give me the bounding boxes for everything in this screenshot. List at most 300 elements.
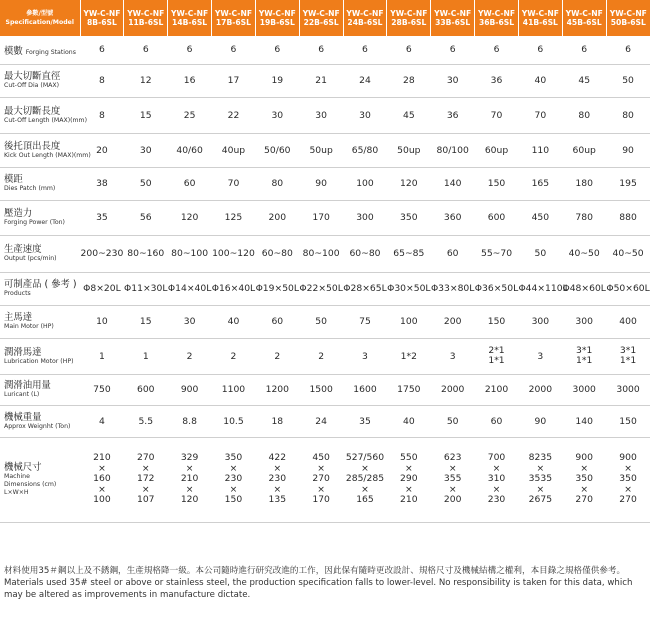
spec-cell: 60up xyxy=(562,133,606,167)
spec-cell: 36 xyxy=(431,97,475,133)
header-model-line: YW-C-NF xyxy=(127,8,165,18)
spec-cell: 180 xyxy=(562,167,606,200)
spec-cell: Φ30×50L xyxy=(387,272,431,305)
spec-cell: 3 xyxy=(518,338,562,374)
spec-label-en: Dies Patch (mm) xyxy=(4,185,56,192)
spec-cell: 45 xyxy=(387,97,431,133)
spec-cell-line: 2675 xyxy=(528,494,553,506)
spec-row-label xyxy=(0,200,80,235)
spec-cell: 10.5 xyxy=(212,405,256,437)
spec-cell xyxy=(168,437,212,522)
spec-cell-line: × xyxy=(624,462,632,474)
spec-cell: 120 xyxy=(387,167,431,200)
spec-cell: 60 xyxy=(475,405,519,437)
header-model-line: YW-C-NF xyxy=(258,8,296,18)
spec-cell-line: 310 xyxy=(487,473,506,485)
spec-cell: 100 xyxy=(387,305,431,338)
spec-label-zh: 後托頂出長度 xyxy=(4,140,61,152)
spec-cell: 2100 xyxy=(475,374,519,405)
header-model-line: YW-C-NF xyxy=(346,8,384,18)
spec-cell: 1500 xyxy=(299,374,343,405)
spec-cell: 16 xyxy=(168,64,212,97)
spec-cell: 30 xyxy=(431,64,475,97)
spec-cell: 300 xyxy=(562,305,606,338)
spec-cell: 5.5 xyxy=(124,405,168,437)
spec-cell: 6 xyxy=(343,36,387,64)
spec-cell-line: 527/560 xyxy=(345,452,385,464)
spec-cell-line: 107 xyxy=(136,494,155,506)
spec-cell: 360 xyxy=(431,200,475,235)
spec-cell-line: × xyxy=(580,462,589,474)
spec-cell: 40 xyxy=(212,305,256,338)
spec-cell: 19 xyxy=(255,64,299,97)
spec-cell-line: 150 xyxy=(224,494,243,506)
spec-cell-line: 210 xyxy=(93,452,111,464)
header-model-line: 24B-6SL xyxy=(347,18,383,27)
header-model-line: YW-C-NF xyxy=(565,8,603,18)
spec-label-en: Lubrication Motor (HP) xyxy=(4,357,74,365)
spec-cell: 8 xyxy=(80,64,124,97)
spec-cell: 1 xyxy=(80,338,124,374)
spec-cell: 12 xyxy=(124,64,168,97)
header-model-line: YW-C-NF xyxy=(83,8,121,18)
spec-cell: 80~100 xyxy=(168,235,212,272)
spec-cell: 60~80 xyxy=(255,235,299,272)
header-label-en: Specification/Model xyxy=(5,19,74,26)
spec-cell-line: 900 xyxy=(575,452,593,464)
spec-row xyxy=(0,36,650,64)
spec-cell: 8 xyxy=(80,97,124,133)
spec-cell xyxy=(475,338,519,374)
spec-cell: 60~80 xyxy=(343,235,387,272)
header-model-13 xyxy=(606,0,650,36)
spec-cell-line: × xyxy=(492,462,501,474)
spec-cell: 24 xyxy=(299,405,343,437)
spec-cell: 40~50 xyxy=(606,235,650,272)
spec-cell xyxy=(212,437,256,522)
spec-cell-line: × xyxy=(580,483,589,495)
spec-cell xyxy=(343,437,387,522)
spec-row xyxy=(0,97,650,133)
header-model-7 xyxy=(343,0,387,36)
spec-cell: 38 xyxy=(80,167,124,200)
spec-cell-line: 270 xyxy=(619,494,637,506)
spec-cell xyxy=(518,437,562,522)
spec-cell: 150 xyxy=(606,405,650,437)
spec-row xyxy=(0,405,650,437)
spec-cell: 60up xyxy=(475,133,519,167)
spec-cell: 80/100 xyxy=(431,133,475,167)
spec-cell-line: 3*1 xyxy=(619,344,637,356)
spec-label-en: Approx Weignht (Ton) xyxy=(4,422,71,430)
spec-cell: 90 xyxy=(518,405,562,437)
spec-cell: 780 xyxy=(562,200,606,235)
header-row xyxy=(0,0,650,36)
spec-cell-line: × xyxy=(229,483,238,495)
spec-cell: 2000 xyxy=(518,374,562,405)
spec-body xyxy=(0,36,650,522)
spec-cell: 600 xyxy=(124,374,168,405)
spec-cell: 2 xyxy=(255,338,299,374)
spec-cell-line: 200 xyxy=(443,494,462,506)
spec-label-en: Output (pcs/min) xyxy=(4,255,57,262)
spec-cell xyxy=(299,437,343,522)
spec-cell: 70 xyxy=(212,167,256,200)
spec-cell-line: × xyxy=(404,462,413,474)
spec-cell: 30 xyxy=(255,97,299,133)
spec-cell-line: × xyxy=(361,483,369,495)
header-model-line: 17B-6SL xyxy=(215,18,251,27)
spec-cell: 65/80 xyxy=(343,133,387,167)
spec-cell-line: 210 xyxy=(180,473,199,485)
spec-label-en: L×W×H xyxy=(4,489,29,496)
spec-cell: 10 xyxy=(80,305,124,338)
header-model-line: YW-C-NF xyxy=(521,8,559,18)
spec-label-en: Forging Stations xyxy=(25,48,76,56)
spec-cell-line: 1*1 xyxy=(576,355,593,366)
spec-cell: 70 xyxy=(475,97,519,133)
spec-cell: 50 xyxy=(606,64,650,97)
spec-cell: Φ28×65L xyxy=(343,272,387,305)
header-model-line: YW-C-NF xyxy=(390,8,428,18)
spec-cell-line: × xyxy=(229,462,238,474)
spec-cell-line: 329 xyxy=(180,452,199,464)
spec-cell: Φ44×110L xyxy=(518,272,562,305)
spec-cell: 80 xyxy=(562,97,606,133)
spec-cell xyxy=(431,437,475,522)
spec-cell: 1600 xyxy=(343,374,387,405)
header-model-line: 33B-6SL xyxy=(435,18,471,27)
spec-cell: 35 xyxy=(343,405,387,437)
spec-cell-line: 550 xyxy=(400,452,418,464)
spec-cell xyxy=(124,437,168,522)
spec-cell: 300 xyxy=(518,305,562,338)
spec-cell: 3000 xyxy=(562,374,606,405)
spec-cell: 1*2 xyxy=(387,338,431,374)
spec-cell-line: × xyxy=(273,462,282,474)
spec-cell: 900 xyxy=(168,374,212,405)
spec-cell: 60 xyxy=(168,167,212,200)
spec-cell: 40~50 xyxy=(562,235,606,272)
spec-cell-line: 270 xyxy=(575,494,593,506)
header-model-line: 36B-6SL xyxy=(478,18,515,27)
header-model-8 xyxy=(387,0,431,36)
spec-cell: 6 xyxy=(606,36,650,64)
spec-cell: 6 xyxy=(212,36,256,64)
spec-cell-line: × xyxy=(141,483,150,495)
header-model-line: 50B-6SL xyxy=(610,18,646,27)
spec-cell-line: × xyxy=(185,462,194,474)
header-model-2 xyxy=(124,0,168,36)
spec-cell: 2 xyxy=(212,338,256,374)
spec-row-label xyxy=(0,235,80,272)
spec-cell-line: 350 xyxy=(224,452,243,464)
header-model-4 xyxy=(212,0,256,36)
spec-cell-line: × xyxy=(141,462,150,474)
spec-cell: 6 xyxy=(387,36,431,64)
spec-cell: 140 xyxy=(562,405,606,437)
spec-label-zh: 機械尺寸 xyxy=(4,462,42,473)
spec-cell: 40/60 xyxy=(168,133,212,167)
spec-label-zh: 可制產品 ( 參考 ) xyxy=(4,279,77,290)
spec-cell: 3 xyxy=(431,338,475,374)
spec-cell: 195 xyxy=(606,167,650,200)
spec-label-en: Main Motor (HP) xyxy=(4,323,54,330)
header-model-6 xyxy=(299,0,343,36)
spec-cell: Φ16×40L xyxy=(212,272,256,305)
spec-cell: 6 xyxy=(168,36,212,64)
spec-cell: 40 xyxy=(518,64,562,97)
spec-cell: 6 xyxy=(124,36,168,64)
spec-label-en: Machine xyxy=(4,473,30,480)
spec-cell: 450 xyxy=(518,200,562,235)
spec-label-zh: 生產速度 xyxy=(4,244,42,255)
spec-cell-line: 100 xyxy=(93,494,111,506)
spec-cell: 50 xyxy=(124,167,168,200)
spec-row-label xyxy=(0,272,80,305)
spec-cell: 50up xyxy=(299,133,343,167)
spec-row xyxy=(0,338,650,374)
spec-cell: 20 xyxy=(80,133,124,167)
spec-cell: 880 xyxy=(606,200,650,235)
header-model-line: 41B-6SL xyxy=(522,18,558,27)
spec-cell: 50/60 xyxy=(255,133,299,167)
spec-cell: 60 xyxy=(431,235,475,272)
spec-row xyxy=(0,167,650,200)
header-model-line: 22B-6SL xyxy=(303,18,339,27)
spec-cell: 6 xyxy=(255,36,299,64)
spec-row-label xyxy=(0,64,80,97)
spec-cell-line: 120 xyxy=(180,494,199,506)
header-model-line: YW-C-NF xyxy=(171,8,209,18)
spec-cell xyxy=(562,338,606,374)
spec-cell-line: 350 xyxy=(619,473,637,485)
spec-cell-line: × xyxy=(448,462,457,474)
spec-cell: 45 xyxy=(562,64,606,97)
spec-cell: Φ14×40L xyxy=(168,272,212,305)
spec-cell: 4 xyxy=(80,405,124,437)
spec-cell: 2 xyxy=(168,338,212,374)
header-model-line: 19B-6SL xyxy=(259,18,295,27)
spec-row-label xyxy=(0,167,80,200)
spec-cell: 25 xyxy=(168,97,212,133)
spec-cell: 6 xyxy=(431,36,475,64)
spec-cell: 120 xyxy=(168,200,212,235)
spec-cell: 2 xyxy=(299,338,343,374)
spec-cell: 36 xyxy=(475,64,519,97)
spec-cell xyxy=(255,437,299,522)
spec-cell: Φ19×50L xyxy=(255,272,299,305)
spec-cell-line: × xyxy=(536,462,545,474)
spec-cell: 1100 xyxy=(212,374,256,405)
spec-cell: 30 xyxy=(124,133,168,167)
spec-cell-line: 230 xyxy=(268,473,287,485)
spec-label-zh: 壓造力 xyxy=(4,208,33,219)
spec-label-en: Products xyxy=(4,290,31,297)
header-model-3 xyxy=(168,0,212,36)
spec-label-zh: 最大切斷直徑 xyxy=(4,71,61,82)
header-model-line: 11B-6SL xyxy=(128,18,164,27)
spec-cell: Φ48×60L xyxy=(562,272,606,305)
spec-cell: 75 xyxy=(343,305,387,338)
spec-cell-line: 450 xyxy=(312,452,330,464)
spec-cell xyxy=(606,437,650,522)
header-model-12 xyxy=(562,0,606,36)
spec-row-label xyxy=(0,437,80,522)
spec-cell: 200 xyxy=(431,305,475,338)
spec-cell-line: 8235 xyxy=(528,452,553,464)
spec-cell: 18 xyxy=(255,405,299,437)
spec-cell-line: × xyxy=(492,483,501,495)
spec-label-en: Forging Power (Ton) xyxy=(4,219,65,226)
spec-cell: 28 xyxy=(387,64,431,97)
spec-row-label xyxy=(0,374,80,405)
spec-cell-line: 230 xyxy=(224,473,243,485)
spec-cell xyxy=(80,437,124,522)
spec-label-zh: 模數 xyxy=(4,45,23,57)
spec-cell: 50up xyxy=(387,133,431,167)
spec-cell: 21 xyxy=(299,64,343,97)
spec-row xyxy=(0,305,650,338)
spec-label-zh: 機械重量 xyxy=(4,411,42,423)
spec-cell-line: 285/285 xyxy=(345,473,385,485)
spec-cell-line: 270 xyxy=(312,473,330,485)
spec-cell-line: 623 xyxy=(443,452,462,464)
spec-cell: 30 xyxy=(168,305,212,338)
spec-cell-line: 270 xyxy=(136,452,155,464)
spec-cell-line: × xyxy=(404,483,413,495)
spec-cell: 30 xyxy=(299,97,343,133)
spec-label-en: Kick Out Length (MAX)(mm) xyxy=(4,151,91,159)
header-model-line: 14B-6SL xyxy=(172,18,208,27)
header-model-1 xyxy=(80,0,124,36)
spec-row-label xyxy=(0,338,80,374)
spec-cell: 110 xyxy=(518,133,562,167)
spec-row xyxy=(0,374,650,405)
spec-label-en: Cut-Off Dia (MAX) xyxy=(4,82,60,89)
spec-cell-line: × xyxy=(317,462,325,474)
spec-cell: 6 xyxy=(475,36,519,64)
spec-cell: 65~85 xyxy=(387,235,431,272)
spec-cell-line: 170 xyxy=(312,494,330,506)
spec-cell-line: × xyxy=(624,483,632,495)
spec-cell: 22 xyxy=(212,97,256,133)
spec-cell-line: 230 xyxy=(487,494,506,506)
spec-cell: 140 xyxy=(431,167,475,200)
spec-cell-line: 900 xyxy=(619,452,637,464)
spec-cell: Φ36×50L xyxy=(475,272,519,305)
spec-cell-line: × xyxy=(448,483,457,495)
header-model-11 xyxy=(518,0,562,36)
spec-cell-line: × xyxy=(273,483,282,495)
spec-cell: Φ22×50L xyxy=(299,272,343,305)
spec-cell: 1750 xyxy=(387,374,431,405)
spec-cell-line: 165 xyxy=(356,494,374,506)
header-label-zh: 參數/型號 xyxy=(26,10,54,17)
spec-row-label xyxy=(0,133,91,167)
spec-cell-line: 1*1 xyxy=(619,355,637,366)
spec-cell-line: 2*1 xyxy=(488,344,505,356)
header-model-line: 28B-6SL xyxy=(391,18,427,27)
spec-cell: 300 xyxy=(343,200,387,235)
spec-row xyxy=(0,272,650,305)
spec-cell: 55~70 xyxy=(475,235,519,272)
spec-cell: 60 xyxy=(255,305,299,338)
spec-cell-line: 135 xyxy=(268,494,287,506)
spec-cell: 90 xyxy=(299,167,343,200)
spec-cell: 150 xyxy=(475,305,519,338)
spec-cell-line: 290 xyxy=(400,473,418,485)
spec-cell-line: × xyxy=(361,462,369,474)
spec-cell: 165 xyxy=(518,167,562,200)
spec-label-zh: 最大切斷長度 xyxy=(4,105,61,117)
spec-cell-line: × xyxy=(317,483,325,495)
spec-cell: 40 xyxy=(387,405,431,437)
spec-cell: 70 xyxy=(518,97,562,133)
spec-cell: 125 xyxy=(212,200,256,235)
spec-cell: 50 xyxy=(431,405,475,437)
spec-cell: 6 xyxy=(80,36,124,64)
spec-cell-line: 210 xyxy=(400,494,418,506)
spec-cell-line: 422 xyxy=(268,452,287,464)
spec-cell-line: × xyxy=(185,483,194,495)
spec-label-en: Dimensions (cm) xyxy=(4,481,57,488)
spec-cell: 30 xyxy=(343,97,387,133)
spec-cell xyxy=(562,437,606,522)
spec-cell: 50 xyxy=(518,235,562,272)
spec-cell: 80~100 xyxy=(299,235,343,272)
spec-cell-line: × xyxy=(536,483,545,495)
spec-cell: 1200 xyxy=(255,374,299,405)
spec-row-label xyxy=(0,305,80,338)
spec-row xyxy=(0,64,650,97)
spec-cell: 17 xyxy=(212,64,256,97)
spec-cell: 2000 xyxy=(431,374,475,405)
spec-cell: 400 xyxy=(606,305,650,338)
spec-cell-line: 700 xyxy=(487,452,506,464)
header-model-line: YW-C-NF xyxy=(609,8,647,18)
spec-row-label xyxy=(0,405,80,437)
spec-cell-line: 160 xyxy=(93,473,111,485)
spec-cell xyxy=(475,437,519,522)
spec-cell: 40up xyxy=(212,133,256,167)
spec-label-en: Luricant (L) xyxy=(4,391,40,398)
spec-cell: 80 xyxy=(606,97,650,133)
spec-row xyxy=(0,235,650,272)
spec-cell: 56 xyxy=(124,200,168,235)
spec-cell: 15 xyxy=(124,97,168,133)
footer-note-zh: 材料使用35＃鋼以上及不銹鋼，生產規格降一級。本公司隨時進行研究改進的工作，因此保有隨時更改設計、規格尺寸及機械結構之權利，本目錄之規格僅供參考。 xyxy=(4,566,626,576)
spec-cell: Φ11×30L xyxy=(124,272,168,305)
spec-cell-line: 172 xyxy=(136,473,155,485)
spec-cell: 6 xyxy=(299,36,343,64)
spec-label-zh: 潤滑馬達 xyxy=(4,346,42,358)
spec-cell-line: × xyxy=(98,483,106,495)
spec-cell: 3 xyxy=(343,338,387,374)
spec-cell-line: 350 xyxy=(575,473,593,485)
header-model-line: YW-C-NF xyxy=(477,8,516,18)
spec-cell: 200 xyxy=(255,200,299,235)
header-model-line: YW-C-NF xyxy=(214,8,253,18)
spec-cell: 100 xyxy=(343,167,387,200)
spec-cell: 35 xyxy=(80,200,124,235)
header-model-line: 8B-6SL xyxy=(87,18,117,27)
spec-cell: 1 xyxy=(124,338,168,374)
spec-cell xyxy=(387,437,431,522)
spec-cell-line: 355 xyxy=(443,473,462,485)
spec-cell: 150 xyxy=(475,167,519,200)
header-model-line: YW-C-NF xyxy=(434,8,472,18)
